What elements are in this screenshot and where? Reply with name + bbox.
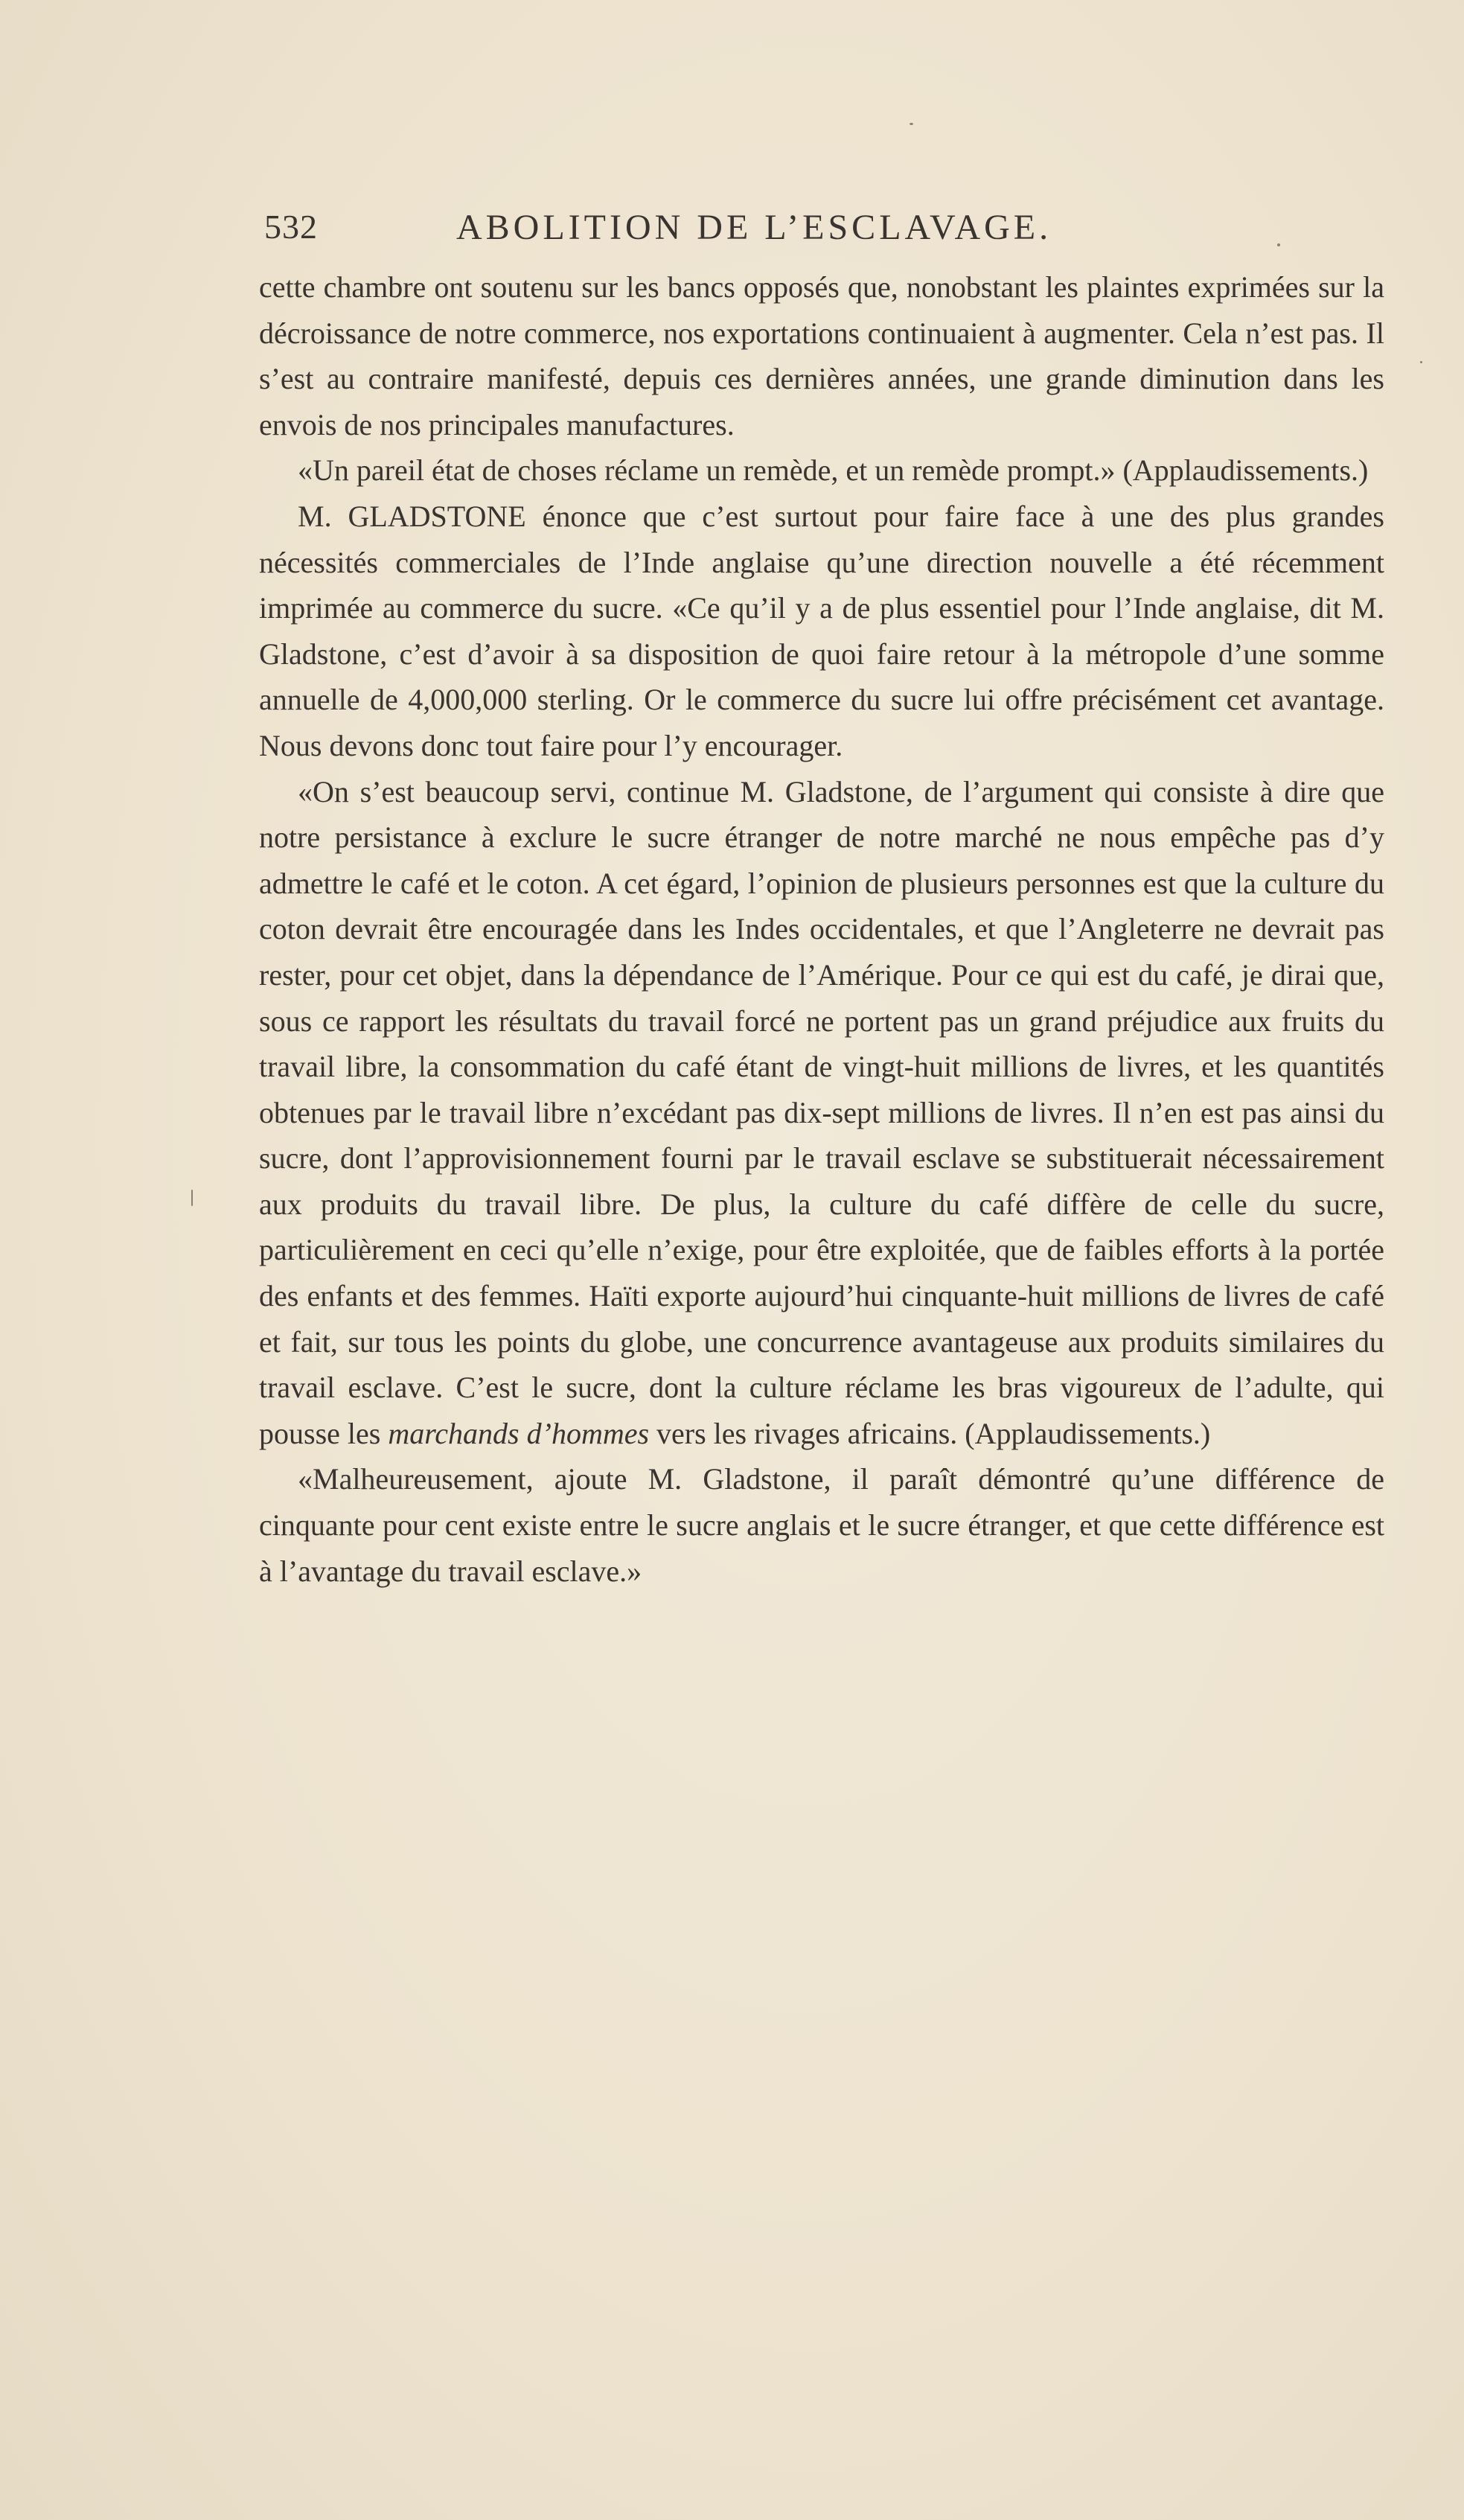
italic-phrase: marchands d’hommes (388, 1416, 650, 1450)
page-number: 532 (264, 208, 318, 246)
paragraph-gladstone-india: M. GLADSTONE énonce que c’est surtout pour faire face à une des plus grandes nécessités commerciales de l’Inde anglaise qu’une direction nouvelle a été récemment imprimée au commerce du sucre. «Ce qu’il y a de plus essentiel pour l’Inde anglaise, dit M. Gladstone, c’est d’avoir à sa disposition de quoi faire retour à la métropole d’une somme annuelle de 4,000,000 sterling. Or le commerce du sucre lui offre précisément cet avantage. Nous devons donc tout faire pour l’y encourager. (259, 499, 1384, 762)
paragraph-continuation: cette chambre ont soutenu sur les bancs opposés que, nonobstant les plaintes exprimées sur la décroissance de notre commerce, nos exportations continuaient à augmenter. Cela n’est pas. Il s’est au contraire manifesté, depuis ces dernières années, une grande diminution dans les envois de nos principales manufactures. (259, 270, 1384, 441)
paragraph-text: «On s’est beaucoup servi, continue M. Gladstone, de l’argument qui consiste à dire que notre persistance à exclure le sucre étranger de notre marché ne nous empêche pas d’y admettre le café et le coton. A cet égard, l’opinion de plusieurs personnes est que la culture du coton devrait être encouragée dans les Indes occidentales, et que l’Angleterre ne devrait pas rester, pour cet objet, dans la dépendance de l’Amérique. Pour ce qui est du café, je dirai que, sous ce rapport les résultats du travail forcé ne portent pas un grand préjudice aux fruits du travail libre, la consommation du café étant de vingt-huit millions de livres, et les quantités obtenues par le travail libre n’excédant pas dix-sept millions de livres. Il n’en est pas ainsi du sucre, dont l’approvisionnement fourni par le travail esclave se substituerait nécessairement aux produits du travail libre. De plus, la culture du café diffère de celle du sucre, particulièrement en ceci qu’elle n’exige, pour être exploitée, que de faibles efforts à la portée des enfants et des femmes. Haïti exporte aujourd’hui cinquante-huit millions de livres de café et fait, sur tous les points du globe, une concurrence avantageuse aux produits similaires du travail esclave. C’est le sucre, dont la culture réclame les bras vigoureux de l’adulte, qui pousse les (259, 774, 1384, 1450)
paper-speck (1420, 361, 1422, 363)
paragraph-gladstone-difference: «Malheureusement, ajoute M. Gladstone, il paraît démontré qu’une différence de cinquante pour cent existe entre le sucre anglais et le sucre étranger, et que cette différence est à l’avantage du travail esclave.» (259, 1462, 1384, 1588)
page-header (264, 207, 1180, 259)
body-text (259, 264, 1384, 1594)
paper-speck (191, 1190, 193, 1206)
paragraph-text: vers les rivages africains. (Applaudissements.) (649, 1416, 1211, 1450)
paper-speck (910, 123, 913, 125)
paragraph-quote-remedy: «Un pareil état de choses réclame un remède, et un remède prompt.» (Applaudissements.) (298, 453, 1369, 488)
paragraph-gladstone-argument (259, 769, 1384, 1457)
paper-speck (1277, 243, 1280, 246)
running-title: ABOLITION DE L’ESCLAVAGE. (456, 208, 1052, 247)
